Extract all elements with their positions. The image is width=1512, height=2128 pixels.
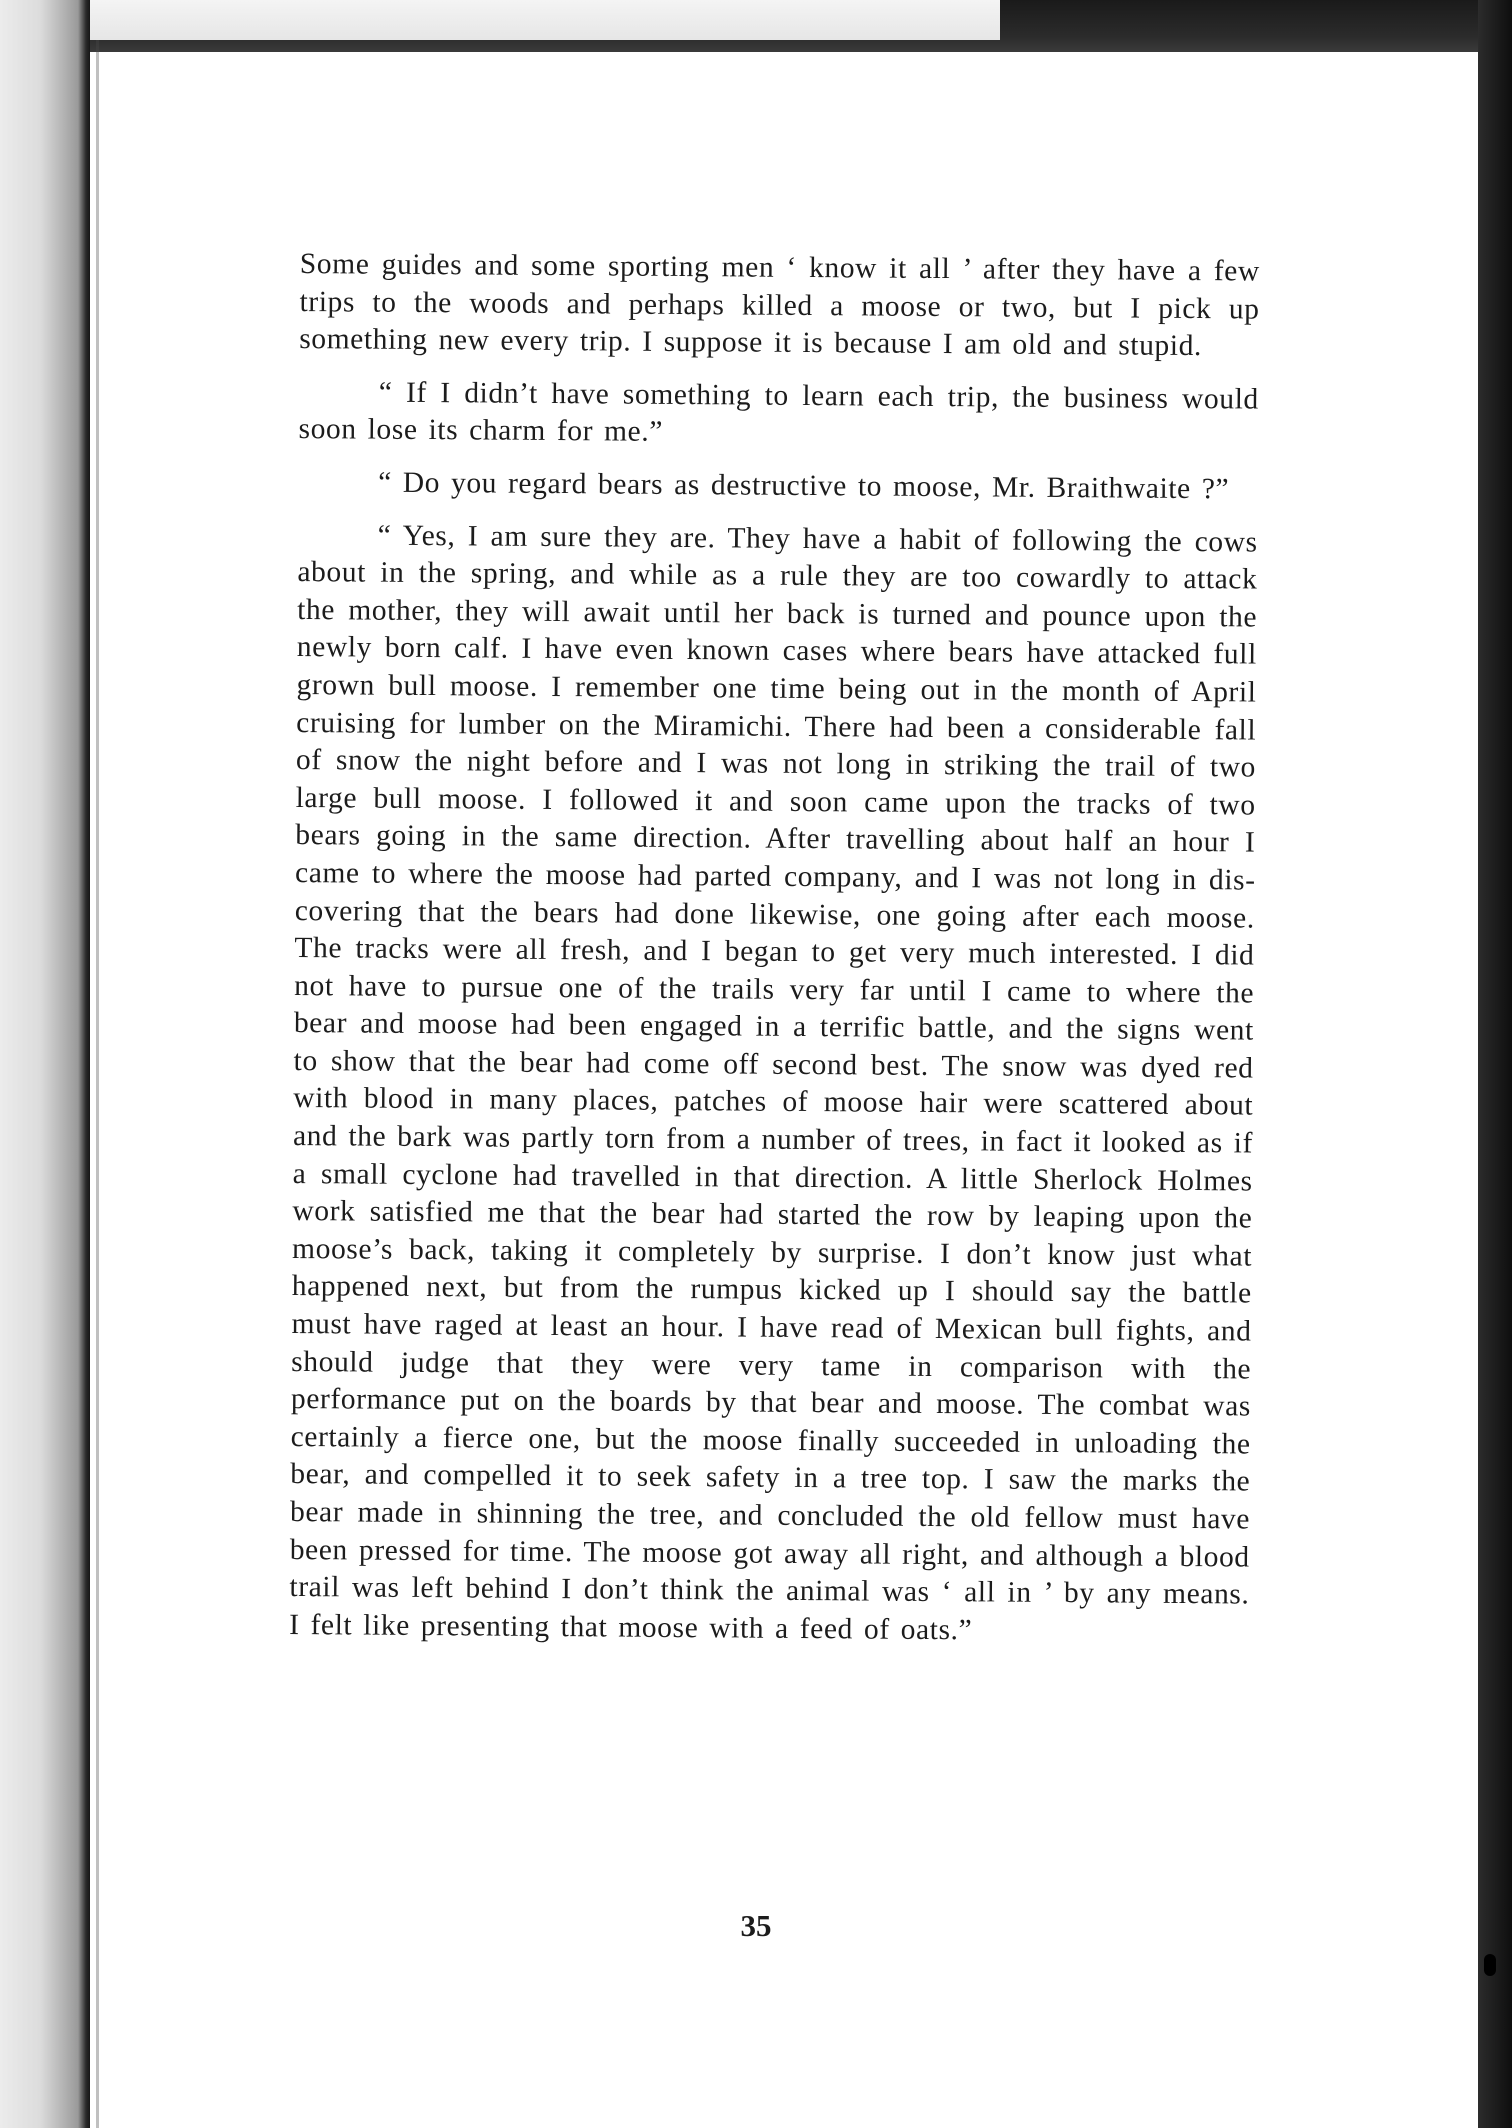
scan-right-border [1478, 0, 1512, 2128]
paragraph-2: “ If I didn’t have something to learn each trip, the business would soon lose its charm for me.” [298, 376, 1259, 449]
paragraph-4: “ Yes, I am sure they are. They have a habit of following the cows about in the spring, and while as a rule they are too cowardly to attack the mother, they will await until her back is turned and pounce upon the newly born calf. I have even known cases where bears have attacked full grown bull moose. I remember one time being out in the month of April cruising for lumber on the Miramichi. There had been a considerable fall of snow the night before and I was not long in striking the trail of two large bull moose. I followed it and soon came upon the tracks of two bears going in the same direction. After travelling about half an hour I came to where the moose had parted company, and I was not long in discovering that the bears had done likewise, one going after each moose. The tracks were all fresh, and I began to get very much interested. I did not have to pursue one of the trails very far until I came to where the bear and moose had been engaged in a terrific battle, and the signs went to show that the bear had come off second best. The snow was dyed red with blood in many places, patches of moose hair were scattered about and the bark was partly torn from a number of trees, in fact it looked as if a small cyclone had travelled in that direction. A little Sherlock Holmes work satisfied me that the bear had started the row by leaping upon the moose’s back, taking it completely by surprise. I don’t know just what happened next, but from the rumpus kicked up I should say the battle must have raged at least an hour. I have read of Mexican bull fights, and should judge that they were very tame in comparison with the performance put on the boards by that bear and moose. The combat was certainly a fierce one, but the moose finally succeeded in unloading the bear, and compelled it to seek safety in a tree top. I saw the marks the bear made in shinning the tree, and concluded the old fellow must have been pressed for time. The moose got away all right, and although a blood trail was left behind I don’t think the animal was ‘ all in ’ by any means. I felt like presenting that moose with a feed of oats.” [289, 519, 1258, 1647]
gutter-line [96, 40, 99, 2128]
scan-artifact [1484, 1954, 1496, 1976]
scan-top-margin [0, 0, 1000, 40]
paragraph-3: “ Do you regard bears as destructive to moose, Mr. Braithwaite ?” [378, 466, 1230, 506]
book-gutter-shadow [0, 0, 90, 2128]
page-number: 35 [740, 1908, 772, 1943]
paragraph-1: Some guides and some sporting men ‘ know it all ’ after they have a few trips to the woods and perhaps killed a moose or two, but I pick up something new every trip. I suppose it is because I am old and stupid. [299, 247, 1260, 363]
body-text [289, 246, 1260, 1667]
